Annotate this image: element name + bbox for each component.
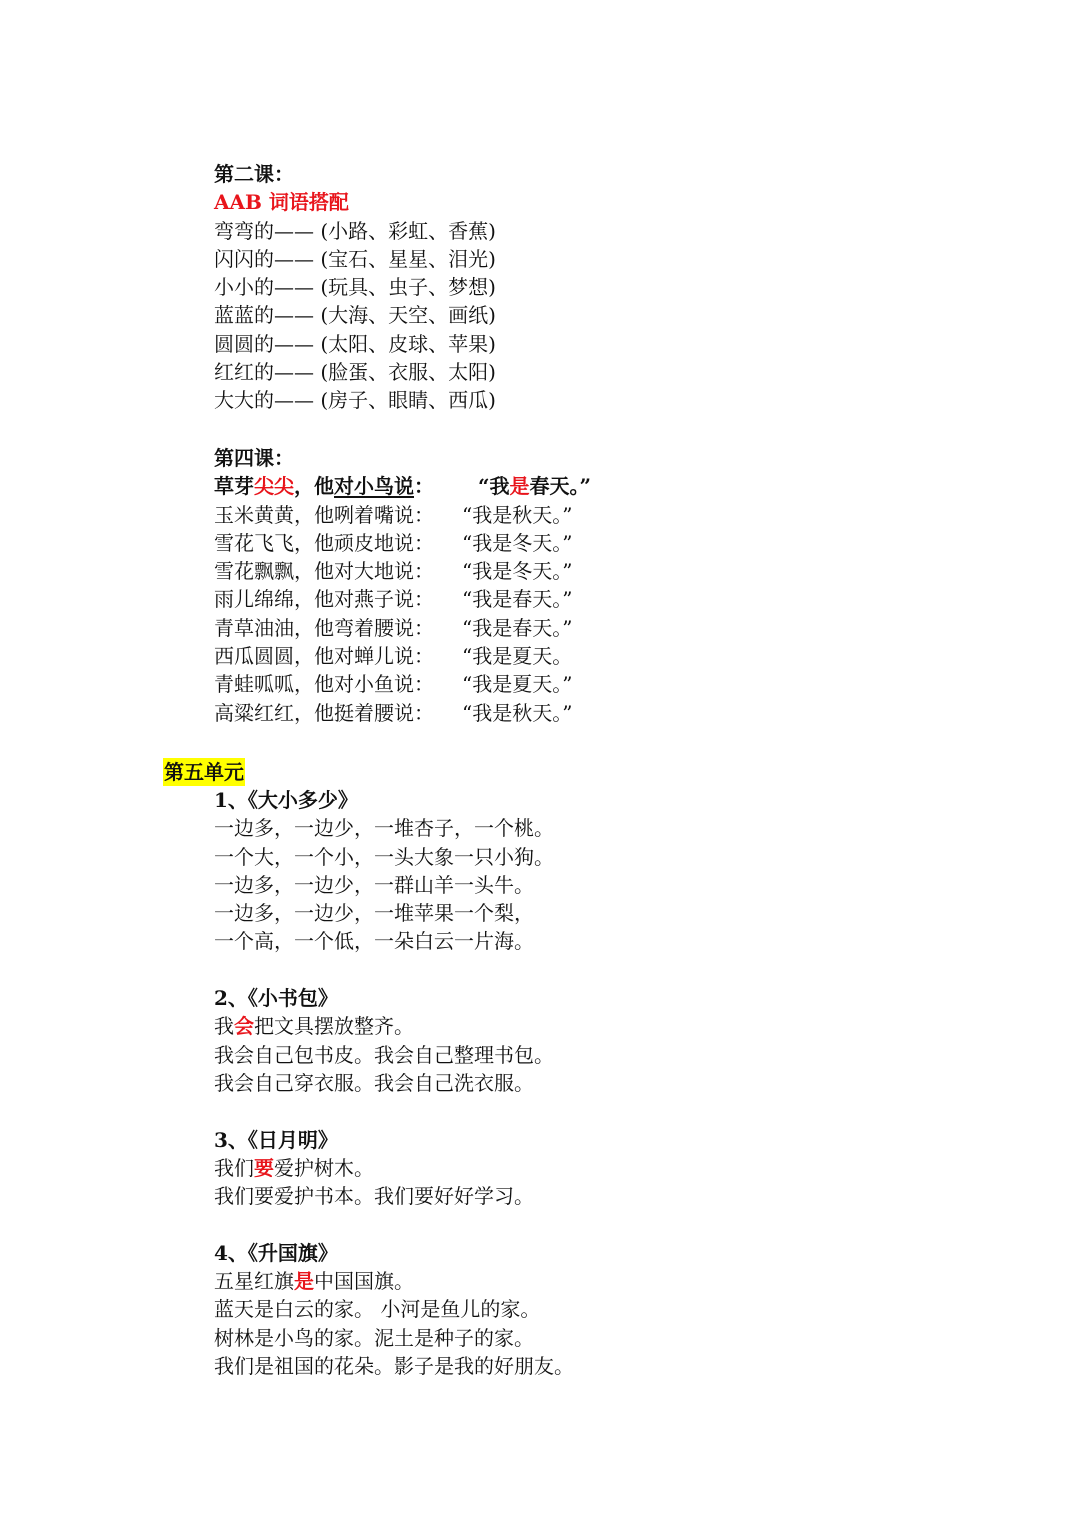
line-text: 雨儿绵绵，他对燕子说： [214,587,434,612]
line-text: 把文具摆放整齐。 [254,1014,414,1039]
line-text: 高粱红红，他挺着腰说： [214,700,434,725]
section-title: 2、《小书包》 [214,986,338,1011]
line-text: 西瓜圆圆，他对蝉儿说： [214,644,434,669]
example-part: ： [414,474,434,499]
lesson-2-section [214,160,496,415]
list-item: 我们是祖国的花朵。影子是我的好朋友。 [214,1353,574,1378]
example-underlined: 对小鸟说 [334,474,414,499]
list-item: 一个高，一个低，一朵白云一片海。 [214,929,534,954]
unit-5-title: 第五单元 [164,760,244,784]
example-highlight: 尖尖 [254,474,294,499]
lesson-2-subtitle: AAB 词语搭配 [214,190,349,215]
list-item: 小小的—— (玩具、虫子、梦想) [214,275,496,300]
list-item [214,1267,574,1295]
example-part: 草芽 [214,474,254,499]
line-text: 爱护树木。 [274,1155,374,1180]
list-item: 蓝天是白云的家。 小河是鱼儿的家。 [214,1297,541,1322]
line-quote: “我是秋天。” [462,700,573,725]
line-quote: “我是春天。” [462,615,573,640]
list-item: 蓝蓝的—— (大海、天空、画纸) [214,303,496,328]
list-item: 大大的—— (房子、眼睛、西瓜) [214,388,496,413]
list-item: 我会自己穿衣服。我会自己洗衣服。 [214,1070,534,1095]
list-item: 弯弯的—— (小路、彩虹、香蕉) [214,218,496,243]
list-item: 一边多，一边少，一群山羊一头牛。 [214,872,534,897]
lesson-2-title: 第二课： [214,162,294,186]
list-item [214,529,591,557]
list-item [214,501,591,529]
line-quote: “我是秋天。” [462,502,573,527]
section-title: 1、《大小多少》 [214,788,358,812]
example-quote-open: “我 [478,474,510,499]
list-item: 红红的—— (脸蛋、衣服、太阳) [214,360,496,385]
list-item [214,1012,574,1040]
list-item: 一个大，一个小，一头大象一只小狗。 [214,844,554,869]
lesson-4-example [214,472,591,500]
line-quote: “我是夏天。” [462,672,573,697]
list-item: 我们要爱护书本。我们要好好学习。 [214,1184,534,1209]
line-highlight: 是 [294,1269,314,1294]
line-text: 青蛙呱呱，他对小鱼说： [214,672,434,697]
unit-5-section [214,786,574,1380]
line-text: 青草油油，他弯着腰说： [214,615,434,640]
list-item [214,585,591,613]
list-item: 我会自己包书皮。我会自己整理书包。 [214,1042,554,1067]
list-item [214,642,591,670]
example-quote-close: 春天。” [529,474,592,499]
example-part: ，他 [294,474,334,499]
list-item: 一边多，一边少，一堆苹果一个梨， [214,901,534,926]
lesson-4-title: 第四课： [214,446,294,470]
lesson-4-section [214,444,591,727]
section-title: 3、《日月明》 [214,1127,338,1152]
list-item [214,699,591,727]
list-item [214,557,591,585]
list-item [214,1154,574,1182]
line-text: 我 [214,1014,234,1039]
line-text: 雪花飘飘，他对大地说： [214,559,434,584]
line-highlight: 要 [254,1155,274,1180]
list-item [214,670,591,698]
line-text: 玉米黄黄，他咧着嘴说： [214,502,434,527]
line-text: 我们 [214,1155,254,1180]
section-title: 4、《升国旗》 [214,1240,338,1265]
list-item [214,614,591,642]
line-quote: “我是夏天。 [462,644,573,669]
list-item: 树林是小鸟的家。泥土是种子的家。 [214,1325,534,1350]
line-text: 五星红旗 [214,1269,294,1294]
list-item: 圆圆的—— (太阳、皮球、苹果) [214,331,496,356]
list-item: 一边多，一边少，一堆杏子，一个桃。 [214,816,554,841]
list-item: 闪闪的—— (宝石、星星、泪光) [214,246,496,271]
line-quote: “我是春天。” [462,587,573,612]
line-quote: “我是冬天。” [462,530,573,555]
example-quote-highlight: 是 [509,474,530,499]
line-highlight: 会 [234,1014,254,1039]
line-text: 中国国旗。 [314,1269,414,1294]
line-text: 雪花飞飞，他顽皮地说： [214,530,434,555]
line-quote: “我是冬天。” [462,559,573,584]
